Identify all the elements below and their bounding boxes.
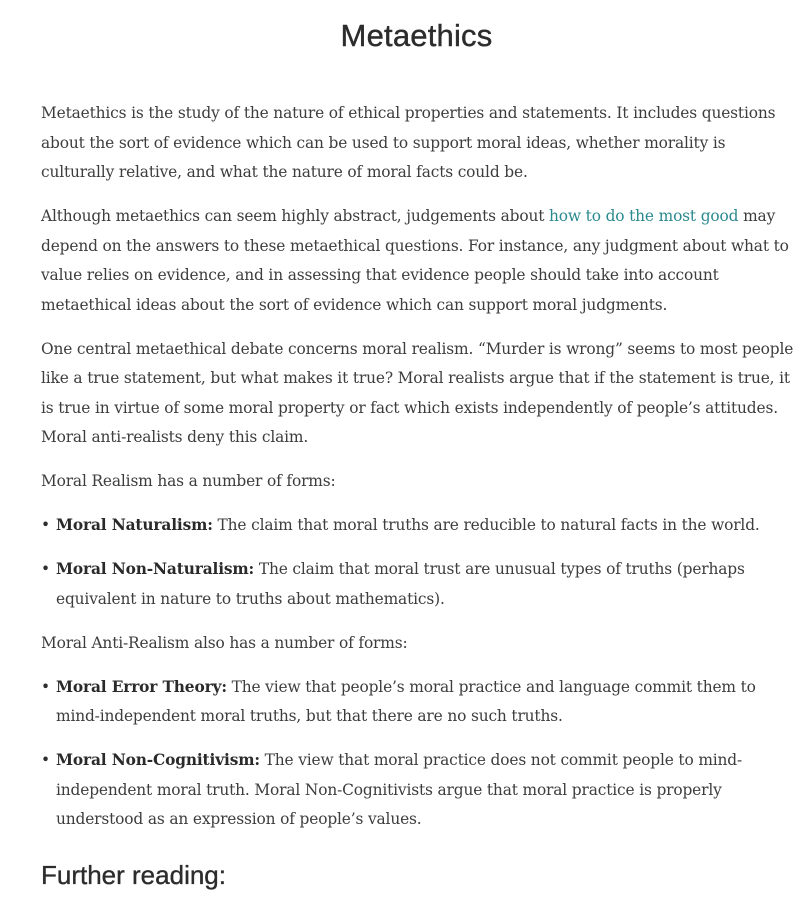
- intro-paragraph: Metaethics is the study of the nature of ethical properties and statements. It includes questions about the sort of evidence which can be used to support moral ideas, whether morality is culturally relative, and what the nature of moral facts could be.: [41, 104, 776, 181]
- anti-realism-forms-lead: Moral Anti-Realism also has a number of forms:: [41, 633, 408, 652]
- list-item-moral-error-theory: [41, 673, 797, 732]
- term-moral-naturalism: Moral Naturalism:: [56, 516, 213, 534]
- definition-moral-non-naturalism: The claim that moral trust are unusual types of truths (perhaps equivalent in nature to truths about mathematics).: [56, 560, 745, 608]
- abstract-paragraph: [41, 202, 797, 320]
- article-body: [41, 99, 797, 849]
- realism-forms-list: [41, 511, 797, 614]
- term-moral-non-naturalism: Moral Non-Naturalism:: [56, 560, 255, 578]
- list-item-moral-naturalism: [41, 511, 797, 541]
- page-title: Metaethics: [340, 18, 493, 53]
- anti-realism-forms-list: [41, 673, 797, 835]
- definition-moral-error-theory: The view that people’s moral practice and language commit them to mind-independent moral truths, but that there are no such truths.: [56, 677, 756, 725]
- term-moral-non-cognitivism: Moral Non-Cognitivism:: [56, 751, 260, 769]
- definition-moral-non-cognitivism: The view that moral practice does not commit people to mind-independent moral truth. Moral Non-Cognitivists argue that moral practice is properly understood as an expression of people’s values.: [56, 751, 743, 828]
- abstract-text-after: may depend on the answers to these metaethical questions. For instance, any judgment about what to value relies on evidence, and in assessing that evidence people should take into account metaethical ideas about the sort of evidence which can support moral judgments.: [41, 207, 789, 314]
- further-reading-heading: Further reading:: [41, 860, 226, 890]
- term-moral-error-theory: Moral Error Theory:: [56, 677, 227, 696]
- realism-forms-lead: Moral Realism has a number of forms:: [41, 472, 336, 490]
- realism-debate-paragraph: One central metaethical debate concerns moral realism. “Murder is wrong” seems to most people like a true statement, but what makes it true? Moral realists argue that if the statement is true, it is true in virtue of some moral property or fact which exists independently of people’s attitudes. Moral anti-realists deny this claim.: [41, 339, 794, 446]
- most-good-link[interactable]: how to do the most good: [549, 207, 739, 225]
- list-item-moral-non-naturalism: [41, 555, 797, 614]
- list-item-moral-non-cognitivism: [41, 746, 797, 835]
- definition-moral-naturalism: The claim that moral truths are reducible to natural facts in the world.: [212, 516, 760, 534]
- abstract-text-before: Although metaethics can seem highly abstract, judgements about: [41, 207, 550, 225]
